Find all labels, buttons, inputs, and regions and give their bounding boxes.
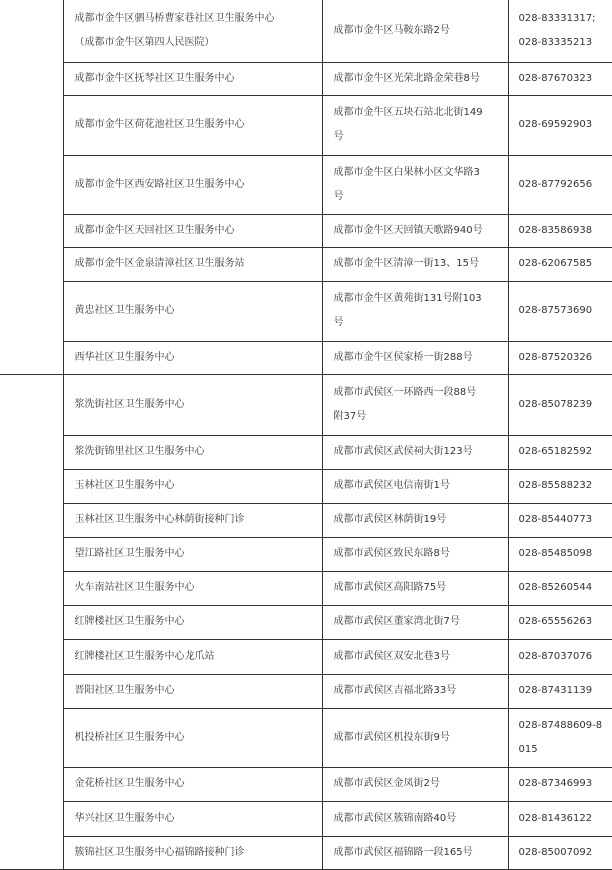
- address-cell: [322, 836, 508, 869]
- clinic-name-cell: [63, 0, 322, 62]
- table-row: [0, 341, 612, 374]
- cell-line: 成都市金牛区马鞍东路2号: [334, 19, 508, 43]
- table-row: [0, 836, 612, 869]
- address-cell: [322, 0, 508, 62]
- cell-line: 028-87520326: [519, 346, 612, 370]
- phone-cell: [508, 155, 612, 214]
- clinic-name-cell: [63, 155, 322, 214]
- cell-line: 成都市武侯区福锦路一段165号: [334, 841, 508, 865]
- clinic-name-cell: [63, 281, 322, 341]
- clinic-name-cell: [63, 836, 322, 869]
- clinic-name-cell: [63, 341, 322, 374]
- phone-cell: [508, 639, 612, 674]
- address-cell: [322, 767, 508, 801]
- phone-cell: [508, 214, 612, 247]
- table-row: [0, 214, 612, 247]
- phone-cell: [508, 767, 612, 801]
- cell-line: 成都市金牛区抚琴社区卫生服务中心: [75, 67, 322, 91]
- table-row: [0, 62, 612, 95]
- clinic-name-cell: [63, 537, 322, 571]
- cell-line: 望江路社区卫生服务中心: [75, 542, 322, 566]
- cell-line: 028-87037076: [519, 645, 612, 669]
- cell-line: 成都市武侯区高阳路75号: [334, 576, 508, 600]
- phone-cell: [508, 836, 612, 869]
- cell-line: 玉林社区卫生服务中心林荫街接种门诊: [75, 508, 322, 532]
- cell-line: 浆洗街锦里社区卫生服务中心: [75, 440, 322, 464]
- phone-cell: [508, 469, 612, 503]
- cell-line: 028-85260544: [519, 576, 612, 600]
- cell-line: 火车南站社区卫生服务中心: [75, 576, 322, 600]
- cell-line: 成都市武侯区双安北巷3号: [334, 645, 508, 669]
- cell-line: 成都市武侯区电信南街1号: [334, 474, 508, 498]
- address-cell: [322, 605, 508, 639]
- phone-cell: [508, 708, 612, 767]
- cell-line: 号: [334, 125, 508, 149]
- cell-line: 028-85485098: [519, 542, 612, 566]
- clinic-name-cell: [63, 374, 322, 435]
- table-row: [0, 503, 612, 537]
- cell-line: 红牌楼社区卫生服务中心龙爪站: [75, 645, 322, 669]
- table-row: [0, 155, 612, 214]
- cell-line: 028-85588232: [519, 474, 612, 498]
- table-row: [0, 639, 612, 674]
- cell-line: 028-85078239: [519, 393, 612, 417]
- clinic-name-cell: [63, 674, 322, 708]
- phone-cell: [508, 674, 612, 708]
- clinic-name-cell: [63, 247, 322, 281]
- clinic-name-cell: [63, 767, 322, 801]
- cell-line: 成都市金牛区白果林小区文华路3: [334, 161, 508, 185]
- clinic-name-cell: [63, 801, 322, 836]
- district-group-jinniu: [0, 0, 612, 374]
- phone-cell: [508, 0, 612, 62]
- district-group-wuhou: [0, 374, 612, 869]
- address-cell: [322, 341, 508, 374]
- cell-line: 成都市武侯区吉福北路33号: [334, 679, 508, 703]
- phone-cell: [508, 374, 612, 435]
- address-cell: [322, 674, 508, 708]
- cell-line: 成都市武侯区一环路西一段88号: [334, 381, 508, 405]
- cell-line: 成都市金牛区光荣北路金荣巷8号: [334, 67, 508, 91]
- table-row: [0, 674, 612, 708]
- cell-line: 028-62067585: [519, 252, 612, 276]
- cell-line: 028-83335213: [519, 31, 612, 55]
- cell-line: 028-85440773: [519, 508, 612, 532]
- cell-line: 金花桥社区卫生服务中心: [75, 772, 322, 796]
- phone-cell: [508, 537, 612, 571]
- cell-line: 号: [334, 311, 508, 335]
- cell-line: 号: [334, 185, 508, 209]
- cell-line: （成都市金牛区第四人民医院）: [75, 31, 322, 55]
- table-row: [0, 374, 612, 435]
- cell-line: 028-69592903: [519, 113, 612, 137]
- phone-cell: [508, 503, 612, 537]
- cell-line: 成都市武侯区簇锦南路40号: [334, 807, 508, 831]
- cell-line: 红牌楼社区卫生服务中心: [75, 610, 322, 634]
- cell-line: 028-87670323: [519, 67, 612, 91]
- cell-line: 成都市金牛区驷马桥曹家巷社区卫生服务中心: [75, 7, 322, 31]
- address-cell: [322, 469, 508, 503]
- address-cell: [322, 214, 508, 247]
- phone-cell: [508, 605, 612, 639]
- cell-line: 成都市金牛区天回镇天歌路940号: [334, 219, 508, 243]
- clinic-name-cell: [63, 605, 322, 639]
- clinic-name-cell: [63, 469, 322, 503]
- address-cell: [322, 639, 508, 674]
- cell-line: 簇锦社区卫生服务中心福锦路接种门诊: [75, 841, 322, 865]
- clinic-name-cell: [63, 435, 322, 469]
- cell-line: 015: [519, 738, 612, 762]
- phone-cell: [508, 281, 612, 341]
- cell-line: 028-83586938: [519, 219, 612, 243]
- table-row: [0, 801, 612, 836]
- table-row: [0, 247, 612, 281]
- phone-cell: [508, 341, 612, 374]
- cell-line: 成都市武侯区金凤街2号: [334, 772, 508, 796]
- cell-line: 028-87488609-8: [519, 714, 612, 738]
- phone-cell: [508, 95, 612, 155]
- phone-cell: [508, 62, 612, 95]
- table-row: [0, 708, 612, 767]
- address-cell: [322, 503, 508, 537]
- address-cell: [322, 435, 508, 469]
- address-cell: [322, 95, 508, 155]
- address-cell: [322, 708, 508, 767]
- phone-cell: [508, 801, 612, 836]
- clinic-name-cell: [63, 708, 322, 767]
- cell-line: 028-65182592: [519, 440, 612, 464]
- cell-line: 成都市金牛区黄苑街131号附103: [334, 287, 508, 311]
- cell-line: 机投桥社区卫生服务中心: [75, 726, 322, 750]
- cell-line: 028-81436122: [519, 807, 612, 831]
- phone-cell: [508, 247, 612, 281]
- table-row: [0, 0, 612, 62]
- cell-line: 华兴社区卫生服务中心: [75, 807, 322, 831]
- cell-line: 晋阳社区卫生服务中心: [75, 679, 322, 703]
- table-row: [0, 435, 612, 469]
- address-cell: [322, 571, 508, 605]
- cell-line: 028-87431139: [519, 679, 612, 703]
- cell-line: 028-87346993: [519, 772, 612, 796]
- table-row: [0, 605, 612, 639]
- district-cell: [0, 374, 63, 869]
- cell-line: 附37号: [334, 405, 508, 429]
- cell-line: 成都市金牛区五块石站北北街149: [334, 101, 508, 125]
- cell-line: 成都市武侯区武侯祠大街123号: [334, 440, 508, 464]
- clinic-name-cell: [63, 95, 322, 155]
- address-cell: [322, 62, 508, 95]
- cell-line: 028-85007092: [519, 841, 612, 865]
- clinic-name-cell: [63, 62, 322, 95]
- cell-line: 成都市武侯区致民东路8号: [334, 542, 508, 566]
- address-cell: [322, 247, 508, 281]
- cell-line: 成都市武侯区董家湾北街7号: [334, 610, 508, 634]
- cell-line: 028-87792656: [519, 173, 612, 197]
- cell-line: 成都市金牛区侯家桥一街288号: [334, 346, 508, 370]
- cell-line: 玉林社区卫生服务中心: [75, 474, 322, 498]
- district-cell: [0, 0, 63, 374]
- cell-line: 成都市金牛区清漳一街13、15号: [334, 252, 508, 276]
- cell-line: 浆洗街社区卫生服务中心: [75, 393, 322, 417]
- cell-line: 成都市武侯区机投东街9号: [334, 726, 508, 750]
- cell-line: 028-83331317;: [519, 7, 612, 31]
- phone-cell: [508, 571, 612, 605]
- cell-line: 028-87573690: [519, 299, 612, 323]
- cell-line: 西华社区卫生服务中心: [75, 346, 322, 370]
- table-row: [0, 281, 612, 341]
- cell-line: 成都市金牛区荷花池社区卫生服务中心: [75, 113, 322, 137]
- table-row: [0, 537, 612, 571]
- clinic-name-cell: [63, 503, 322, 537]
- cell-line: 成都市金牛区天回社区卫生服务中心: [75, 219, 322, 243]
- table-row: [0, 95, 612, 155]
- address-cell: [322, 374, 508, 435]
- table-row: [0, 469, 612, 503]
- table-row: [0, 767, 612, 801]
- cell-line: 成都市金牛区西安路社区卫生服务中心: [75, 173, 322, 197]
- clinic-name-cell: [63, 571, 322, 605]
- cell-line: 成都市武侯区林荫街19号: [334, 508, 508, 532]
- address-cell: [322, 537, 508, 571]
- cell-line: 成都市金牛区金泉清漳社区卫生服务站: [75, 252, 322, 276]
- phone-cell: [508, 435, 612, 469]
- clinic-name-cell: [63, 639, 322, 674]
- address-cell: [322, 155, 508, 214]
- table-row: [0, 571, 612, 605]
- cell-line: 黄忠社区卫生服务中心: [75, 299, 322, 323]
- clinic-name-cell: [63, 214, 322, 247]
- cell-line: 028-65556263: [519, 610, 612, 634]
- address-cell: [322, 281, 508, 341]
- address-cell: [322, 801, 508, 836]
